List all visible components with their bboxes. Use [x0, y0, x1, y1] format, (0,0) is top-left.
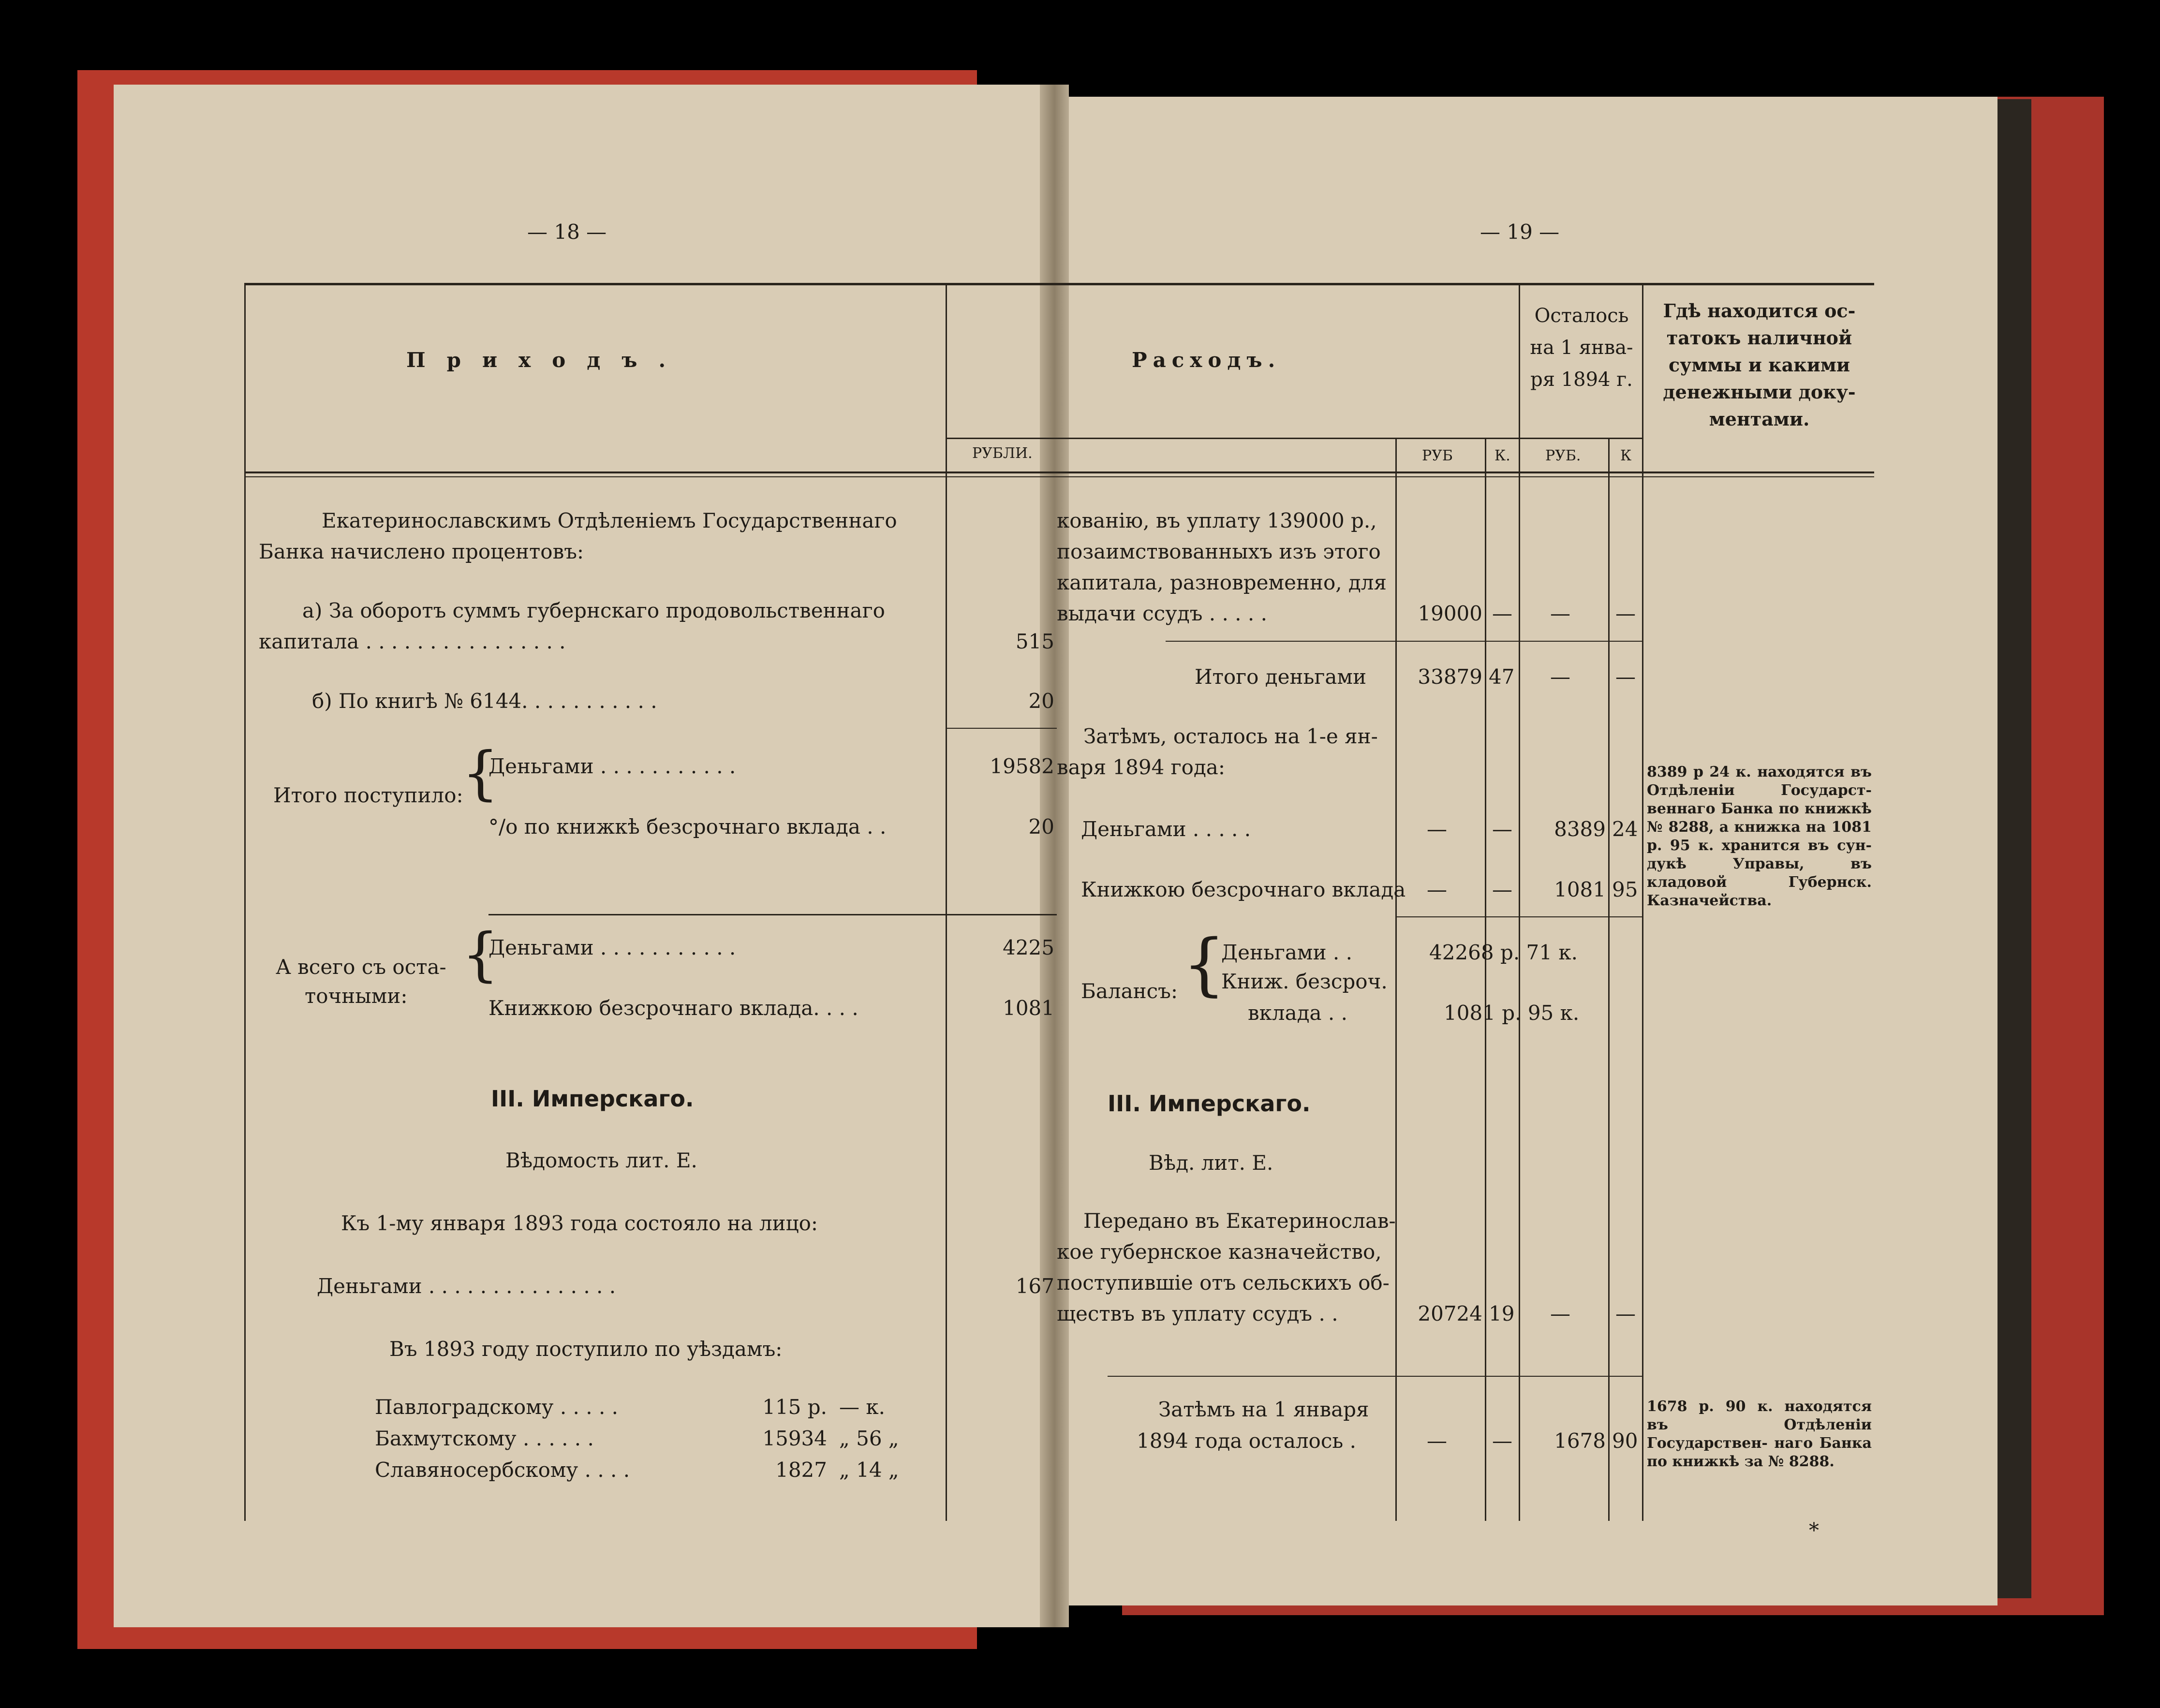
cell-rub2: —: [1550, 602, 1570, 625]
table-rubles-rule: [946, 283, 947, 1521]
zatem-line: варя 1894 года:: [1057, 755, 1225, 779]
para-line: кованію, въ уплату 139000 р.,: [1057, 509, 1377, 532]
district-name: Павлоградскому . . . . .: [375, 1395, 619, 1419]
cell-k2: 90: [1612, 1429, 1638, 1453]
jan1-line: Къ 1-му января 1893 года состояло на лицо:: [341, 1211, 818, 1235]
col-rule-gde: [1642, 283, 1643, 1521]
cell-k: —: [1492, 817, 1512, 841]
vsego-label: точными:: [305, 984, 408, 1008]
kniz-line: Книжкою безсрочнаго вклада: [1081, 878, 1406, 901]
received-line: Въ 1893 году поступило по уѣздамъ:: [389, 1337, 783, 1361]
col-rule-k2: [1608, 438, 1610, 1521]
para-line: Екатеринославскимъ Отдѣленіемъ Государственнаго: [322, 509, 897, 532]
cell-k: —: [1492, 1429, 1512, 1453]
cell-k2: —: [1615, 602, 1636, 625]
balans-label: Балансъ:: [1081, 979, 1178, 1003]
district-kop: „ 14 „: [839, 1458, 899, 1482]
table-left-rule: [244, 283, 246, 1521]
bal-money: Деньгами . .: [1221, 941, 1352, 964]
total-rule: [488, 914, 1057, 915]
zatem2-line: Затѣмъ на 1 января: [1158, 1398, 1369, 1421]
item-b-line: б) По книгѣ № 6144. . . . . . . . . . .: [312, 689, 657, 713]
cell-rub: —: [1427, 817, 1447, 841]
item-a-line: капитала . . . . . . . . . . . . . . . .: [259, 630, 566, 653]
cell-k2: —: [1615, 665, 1636, 689]
book-gutter: [1040, 85, 1069, 1627]
brace: {: [462, 740, 499, 807]
cell-k2: 24: [1612, 817, 1638, 841]
cell-rub2: —: [1550, 665, 1570, 689]
subheader-rule: [1057, 438, 1642, 439]
col-header-k2: К: [1620, 447, 1632, 464]
rubles-header-rule: [946, 438, 1057, 439]
cell-rub2: 1678: [1554, 1429, 1606, 1453]
col-header-gde: Гдѣ находится ос- татокъ наличной суммы и какими денежными доку- ментами.: [1663, 300, 1856, 430]
district-rub: 15934: [762, 1427, 827, 1450]
statement-right: Вѣд. лит. Е.: [1149, 1151, 1273, 1175]
cell-rub: 20724: [1418, 1302, 1482, 1325]
peredano-line: ществъ въ уплату ссудъ . .: [1057, 1302, 1338, 1325]
cell-rub: —: [1427, 1429, 1447, 1453]
vsego-money-value: 4225: [1003, 936, 1054, 959]
peredano-line: Передано въ Екатеринослав-: [1083, 1209, 1396, 1233]
cell-k: —: [1492, 878, 1512, 901]
money-line: Деньгами . . . . . . . . . . . . . . .: [317, 1274, 616, 1298]
section-title-left: III. Имперскаго.: [491, 1086, 694, 1112]
item-a-value: 515: [1015, 630, 1054, 653]
heading-prikhod: Приходъ.: [406, 348, 687, 372]
itogo-book-value: 20: [1028, 815, 1054, 839]
vsego-book-value: 1081: [1003, 996, 1054, 1020]
money-value: 167: [1015, 1274, 1054, 1298]
zatem-line: Затѣмъ, осталось на 1-е ян-: [1083, 724, 1378, 748]
para-line: позаимствованныхъ изъ этого: [1057, 540, 1381, 563]
bal-book: вклада . .: [1248, 1001, 1347, 1025]
heading-raskhod: Расходъ.: [1132, 348, 1281, 372]
section-title-right: III. Имперскаго.: [1108, 1090, 1311, 1117]
vsego-money: Деньгами . . . . . . . . . . .: [488, 936, 736, 959]
col-header-rubles: РУБЛИ.: [972, 445, 1033, 462]
para-line: капитала, разновременно, для: [1057, 571, 1387, 594]
peredano-line: поступившіе отъ сельскихъ об-: [1057, 1271, 1390, 1295]
col-rule-ostalos: [1519, 283, 1520, 1521]
cell-k: 19: [1489, 1302, 1515, 1325]
header-bottom-rule: [244, 471, 1057, 473]
district-rub: 115 р.: [762, 1395, 827, 1419]
item-a-line: а) За оборотъ суммъ губернскаго продовольственнаго: [302, 599, 885, 622]
cell-rub2: 8389: [1554, 817, 1606, 841]
itogo-money-value: 19582: [990, 754, 1054, 778]
district-name: Бахмутскому . . . . . .: [375, 1427, 594, 1450]
itogo-money: Деньгами . . . . . . . . . . .: [488, 754, 736, 778]
page-edges: [1997, 99, 2031, 1598]
table-top-rule: [1057, 283, 1874, 285]
col-header-ostalos: Осталось на 1 янва- ря 1894 г.: [1530, 305, 1633, 391]
cell-k: —: [1492, 602, 1512, 625]
footnote-star: *: [1809, 1518, 1819, 1542]
itogo-rule: [1166, 641, 1642, 642]
note-imperial: 1678 р. 90 к. находятся въ Отдѣленіи Государствен- наго Банка по книжкѣ за № 8288.: [1647, 1398, 1872, 1470]
district-rub: 1827: [775, 1458, 827, 1482]
vsego-book: Книжкою безсрочнаго вклада. . . .: [488, 996, 858, 1020]
cell-k: 47: [1489, 665, 1515, 689]
bal-money-value: 42268 р. 71 к.: [1429, 941, 1578, 964]
bal-book-value: 1081 р. 95 к.: [1444, 1001, 1580, 1025]
para-line: выдачи ссудъ . . . . .: [1057, 602, 1267, 625]
district-kop: „ 56 „: [839, 1427, 899, 1450]
col-rule-k: [1485, 438, 1486, 1521]
balance-rule: [1395, 916, 1642, 917]
header-bottom-rule-2: [244, 476, 1057, 477]
itogo-line: Итого деньгами: [1195, 665, 1367, 689]
col-header-k: К.: [1494, 447, 1510, 464]
itogo-label: Итого поступило:: [273, 783, 463, 807]
note-remainder: 8389 р 24 к. находятся въ Отдѣленіи Государст- веннаго Банка по книжкѣ № 8288, а книжка на 1081 р. 95 к. хранится въ сун- дукѣ Управы, въ кладовой Губернск. Казначейства.: [1647, 764, 1872, 909]
col-rule-rub: [1395, 438, 1397, 1521]
district-kop: — к.: [839, 1395, 885, 1419]
cell-rub2: 1081: [1554, 878, 1606, 901]
col-header-rub2: РУБ.: [1545, 447, 1581, 464]
cell-rub2: —: [1550, 1302, 1570, 1325]
statement-left: Вѣдомость лит. Е.: [505, 1148, 697, 1172]
page-number-left: — 18 —: [527, 220, 607, 244]
peredano-line: кое губернское казначейство,: [1057, 1240, 1382, 1264]
itogo-book: °/o по книжкѣ безсрочнаго вклада . .: [488, 815, 887, 839]
item-b-value: 20: [1028, 689, 1054, 713]
final-rule: [1108, 1376, 1642, 1377]
header-bottom-rule: [1057, 471, 1874, 473]
brace: {: [1183, 925, 1226, 1004]
page-number-right: — 19 —: [1480, 220, 1560, 244]
district-name: Славяносербскому . . . .: [375, 1458, 630, 1482]
header-bottom-rule-2: [1057, 476, 1874, 477]
cell-rub: 33879: [1418, 665, 1482, 689]
cell-k2: —: [1615, 1302, 1636, 1325]
bal-book: Книж. безсроч.: [1221, 970, 1388, 993]
vsego-label: А всего съ оста-: [276, 955, 446, 979]
brace: {: [462, 921, 499, 988]
den-line: Деньгами . . . . .: [1081, 817, 1251, 841]
subtotal-rule: [946, 728, 1057, 729]
cell-rub: —: [1427, 878, 1447, 901]
col-header-rub: РУБ: [1422, 447, 1453, 464]
zatem2-line: 1894 года осталось .: [1137, 1429, 1356, 1453]
cell-k2: 95: [1612, 878, 1638, 901]
table-top-rule: [244, 283, 1057, 285]
para-line: Банка начислено процентовъ:: [259, 540, 584, 563]
cell-rub: 19000: [1418, 602, 1482, 625]
